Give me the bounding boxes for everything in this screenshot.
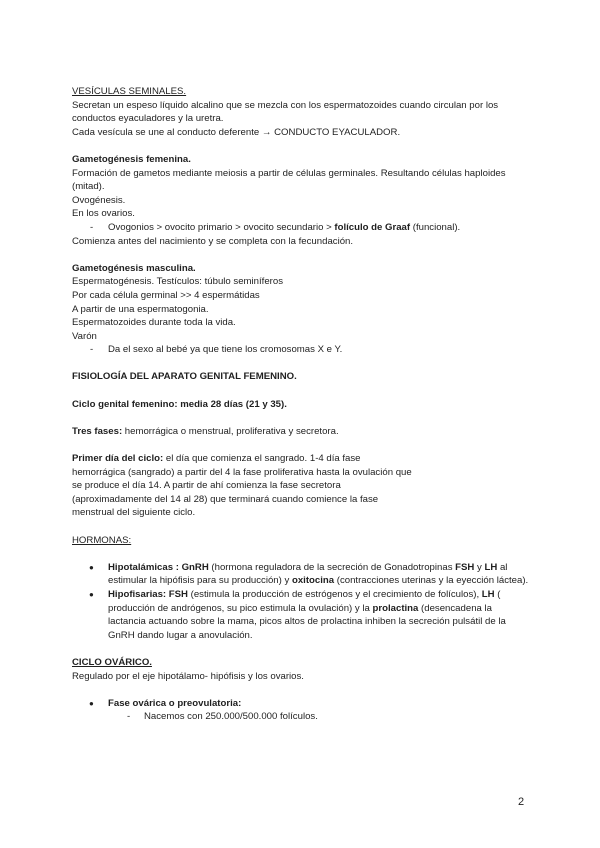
paragraph: A partir de una espermatogonia. [72,303,209,315]
list-item-hipofisarias: ● Hipofisarias: FSH (estimula la producción de estrógenos y el crecimiento de folículos), LH ( producción de andrógenos, su pico estimula la ovulación) y la prolactina (desencadena la lactancia actuando sobre la mama, picos altos de prolactina inhiben la secreción pulsátil de la GnRH dando lugar a anovulación. [72,588,532,642]
list-item-hipotalamicas: ● Hipotalámicas : GnRH (hormona reguladora de la secreción de Gonadotropinas FSH y LH al estimular la hipófisis para su producción) y oxitocina (contracciones uterinas y la eyección láctea). [72,561,532,588]
heading-gametogenesis-femenina: Gametogénesis femenina. [72,153,191,165]
paragraph-primer-dia: Primer día del ciclo: el día que comienza el sangrado. 1-4 día fase hemorrágica (sangrado) a partir del 4 la fase proliferativa hasta la ovulación que se produce el día 14. A partir de ahí comienza la fase secretora (aproximadamente del 14 al 28) que terminará cuando comience la fase menstrual del siguiente ciclo. [72,453,412,519]
list-item-fase-ovarica: Fase ovárica o preovulatoria: [108,697,242,709]
paragraph: Comienza antes del nacimiento y se completa con la fecundación. [72,235,354,247]
list-item: - Da el sexo al bebé ya que tiene los cromosomas X e Y. [72,343,532,357]
list-item: - Ovogonios > ovocito primario > ovocito secundario > folículo de Graaf (funcional). [72,221,532,235]
heading-vesiculas: VESÍCULAS SEMINALES. [72,86,187,97]
paragraph: Secretan un espeso líquido alcalino que se mezcla con los espermatozoides cuando circulan por los conductos eyaculadores y la uretra. [72,99,499,125]
paragraph: En los ovarios. [72,208,135,220]
heading-hormonas: HORMONAS: [72,534,132,546]
paragraph: Espermatozoides durante toda la vida. [72,317,236,329]
paragraph: Espermatogénesis. Testículos: túbulo seminíferos [72,276,283,288]
paragraph: Cada vesícula se une al conducto deferente → CONDUCTO EYACULADOR. [72,126,401,138]
paragraph: Por cada célula germinal >> 4 espermátidas [72,289,260,301]
paragraph-tres-fases: Tres fases: hemorrágica o menstrual, proliferativa y secretora. [72,425,339,437]
paragraph: Regulado por el eje hipotálamo- hipófisis y los ovarios. [72,670,304,682]
heading-ciclo-genital: Ciclo genital femenino: media 28 días (21 y 35). [72,398,287,410]
paragraph: Varón [72,330,97,342]
page-content [72,85,532,724]
paragraph: Ovogénesis. [72,194,126,206]
list-item: - Nacemos con 250.000/500.000 folículos. [72,710,532,724]
paragraph: Formación de gametos mediante meiosis a partir de células germinales. Resultando células haploides (mitad). [72,167,506,193]
heading-gametogenesis-masculina: Gametogénesis masculina. [72,262,196,274]
page-number: 2 [518,796,525,808]
heading-fisiologia: FISIOLOGÍA DEL APARATO GENITAL FEMENINO. [72,371,297,383]
heading-ciclo-ovarico: CICLO OVÁRICO. [72,656,152,668]
